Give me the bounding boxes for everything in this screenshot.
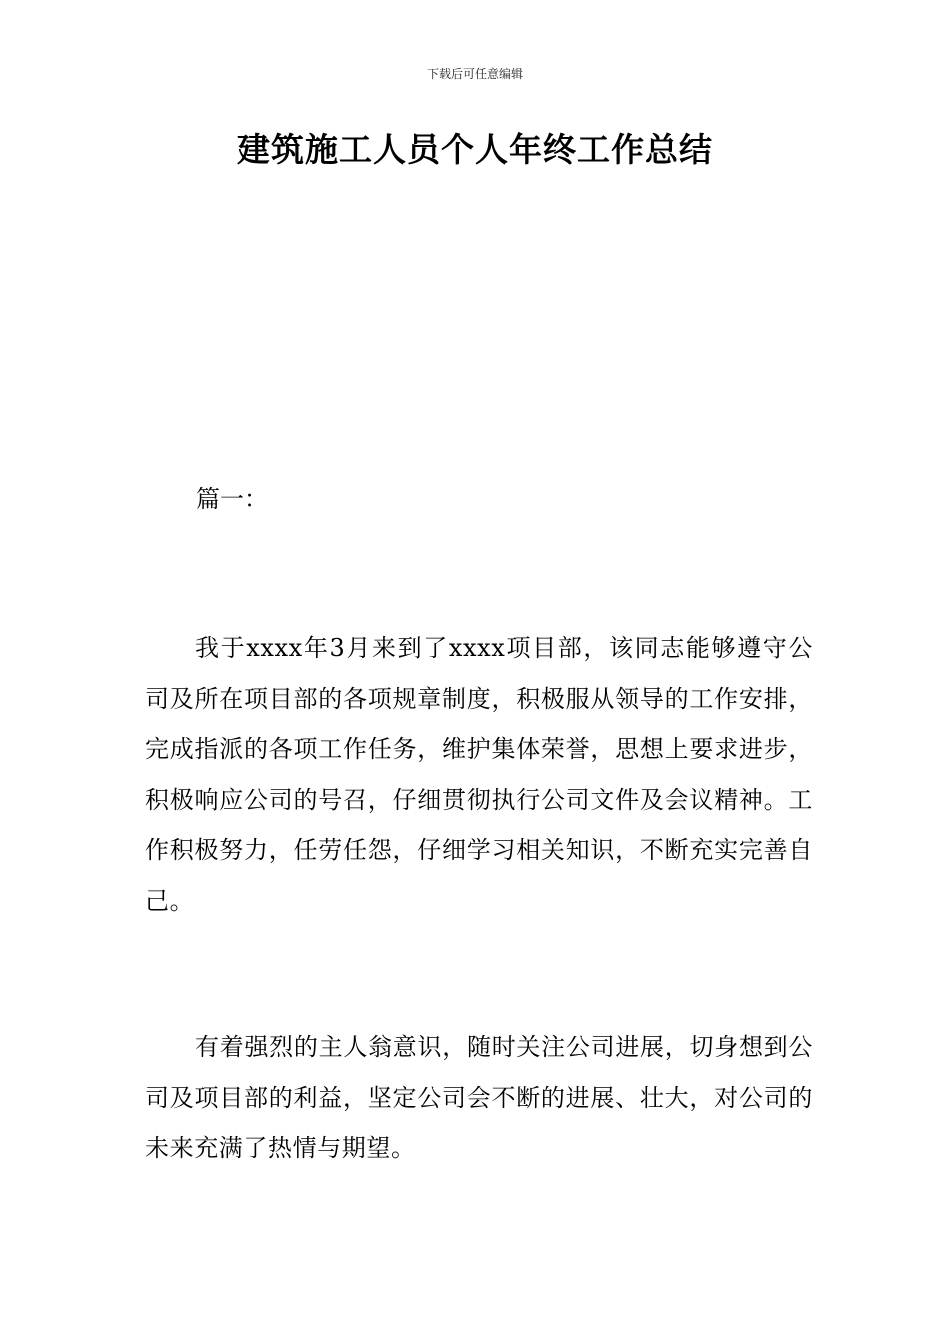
document-title: 建筑施工人员个人年终工作总结 (237, 130, 713, 169)
body-paragraph: 我于xxxx年3月来到了xxxx项目部，该同志能够遵守公司及所在项目部的各项规章制度，积极服从领导的工作安排，完成指派的各项工作任务，维护集体荣誉，思想上要求进步，积极响应公司的号召，仔细贯彻执行公司文件及会议精神。工作积极努力，任劳任怨，仔细学习相关知识，不断充实完善自己。 (145, 634, 813, 915)
body-paragraph: 有着强烈的主人翁意识，随时关注公司进展，切身想到公司及项目部的利益，坚定公司会不断的进展、壮大，对公司的未来充满了热情与期望。 (145, 1033, 813, 1162)
header-note: 下载后可任意编辑 (426, 67, 523, 81)
section-label: 篇一： (196, 485, 268, 513)
